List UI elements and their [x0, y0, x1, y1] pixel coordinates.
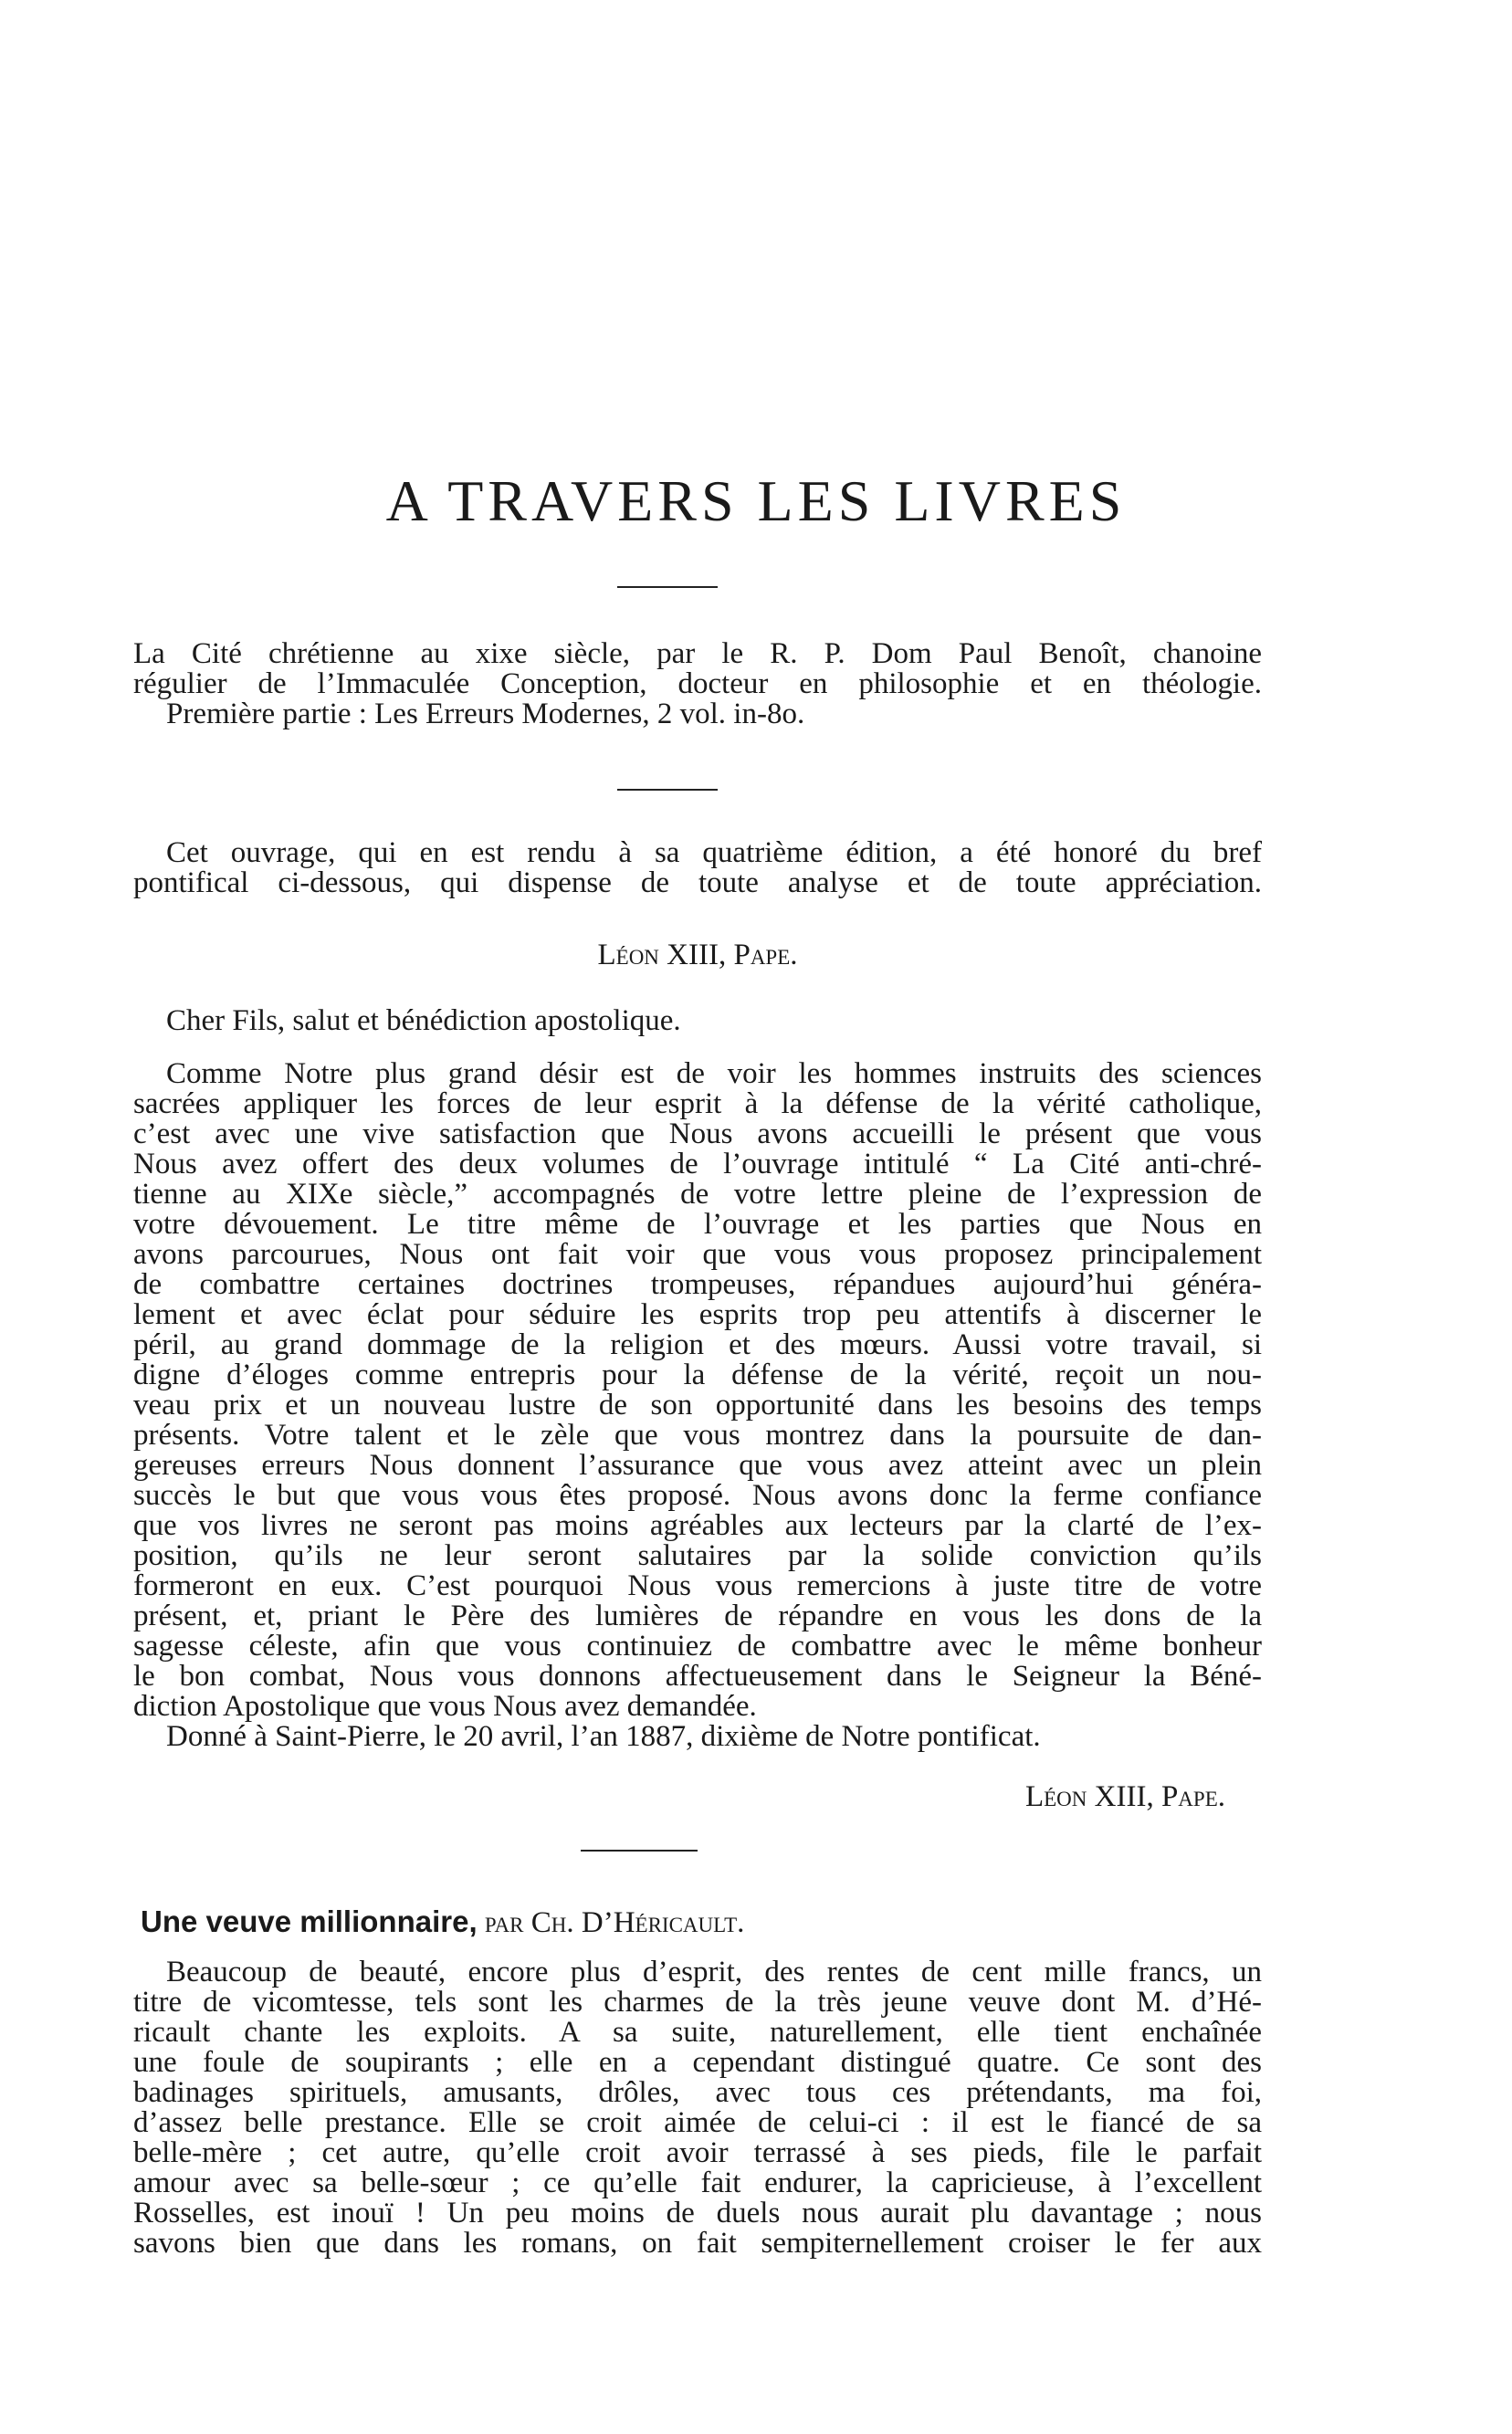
letter-line: succès le but que vous vous êtes proposé. Nous avons donc la ferme confiance	[133, 1479, 1262, 1512]
review1-intro	[133, 838, 1262, 898]
review-line: Rosselles, est inouï ! Un peu moins de duels nous aurait plu davantage ; nous	[133, 2197, 1262, 2229]
letter-line: sacrées appliquer les forces de leur esprit à la défense de la vérité catholique,	[133, 1087, 1262, 1120]
title-rule	[617, 586, 718, 588]
intro-line: Cet ouvrage, qui en est rendu à sa quatrième édition, a été honoré du bref	[166, 836, 1262, 869]
papal-letter	[133, 1059, 1262, 1752]
review-line: savons bien que dans les romans, on fait sempiternellement croiser le fer aux	[133, 2227, 1262, 2260]
review-line: badinages spirituels, amusants, drôles, avec tous ces prétendants, ma foi,	[133, 2076, 1262, 2109]
letter-line: Comme Notre plus grand désir est de voir les hommes instruits des sciences	[166, 1057, 1262, 1090]
letter-line: sagesse céleste, afin que vous continuiez de combattre avec le même bonheur	[133, 1630, 1262, 1663]
heading-line: Première partie : Les Erreurs Modernes, 2 vol. in-8o.	[166, 698, 805, 730]
heading-line: régulier de l’Immaculée Conception, docteur en philosophie et en théologie.	[133, 667, 1262, 700]
letter-line: tienne au XIXe siècle,” accompagnés de votre lettre pleine de l’expression de	[133, 1178, 1262, 1211]
book-author: par Ch. D’Héricault.	[484, 1906, 745, 1939]
intro-line: pontifical ci-dessous, qui dispense de toute analyse et de toute appréciation.	[133, 866, 1262, 899]
heading-line: La Cité chrétienne au xixe siècle, par le R. P. Dom Paul Benoît, chanoine	[133, 637, 1262, 670]
review1-heading	[133, 639, 1262, 729]
signatory-top: Léon XIII, Pape.	[597, 939, 798, 971]
letter-line: de combattre certaines doctrines trompeuses, répandues aujourd’hui généra-	[133, 1268, 1262, 1301]
letter-line: Nous avez offert des deux volumes de l’ouvrage intitulé “ La Cité anti-chré-	[133, 1148, 1262, 1180]
review2-heading	[133, 1906, 1269, 1938]
review-line: titre de vicomtesse, tels sont les charmes de la très jeune veuve dont M. d’Hé-	[133, 1986, 1262, 2019]
letter-line: gereuses erreurs Nous donnent l’assurance que vous avez atteint avec un plein	[133, 1449, 1262, 1482]
letter-dated: Donné à Saint-Pierre, le 20 avril, l’an 1887, dixième de Notre pontificat.	[166, 1720, 1041, 1753]
letter-line: que vos livres ne seront pas moins agréables aux lecteurs par la clarté de l’ex-	[133, 1509, 1262, 1542]
letter-line: formeront en eux. C’est pourquoi Nous vous remercions à juste titre de votre	[133, 1569, 1262, 1602]
review-line: d’assez belle prestance. Elle se croit aimée de celui-ci : il est le fiancé de sa	[133, 2106, 1262, 2139]
letter-line: présents. Votre talent et le zèle que vous montrez dans la poursuite de dan-	[133, 1419, 1262, 1452]
letter-line: veau prix et un nouveau lustre de son opportunité dans les besoins des temps	[133, 1389, 1262, 1422]
section-rule	[581, 1850, 698, 1852]
letter-line: lement et avec éclat pour séduire les esprits trop peu attentifs à discerner le	[133, 1298, 1262, 1331]
review-line: ricault chante les exploits. A sa suite, naturellement, elle tient enchaînée	[133, 2016, 1262, 2049]
signatory-bottom: Léon XIII, Pape.	[1024, 1780, 1225, 1813]
book-title: Une veuve millionnaire,	[141, 1904, 478, 1938]
letter-line: avons parcourues, Nous ont fait voir que vous vous proposez principalement	[133, 1238, 1262, 1271]
letter-line: présent, et, priant le Père des lumières de répandre en vous les dons de la	[133, 1600, 1262, 1632]
letter-line: péril, au grand dommage de la religion et des mœurs. Aussi votre travail, si	[133, 1328, 1262, 1361]
review-line: belle-mère ; cet autre, qu’elle croit avoir terrassé à ses pieds, file le parfait	[133, 2136, 1262, 2169]
letter-line: position, qu’ils ne leur seront salutaires par la solide conviction qu’ils	[133, 1539, 1262, 1572]
section-rule	[617, 789, 718, 791]
letter-line: votre dévouement. Le titre même de l’ouvrage et les parties que Nous en	[133, 1208, 1262, 1241]
letter-line: c’est avec une vive satisfaction que Nous avons accueilli le présent que vous	[133, 1117, 1262, 1150]
page-title: A TRAVERS LES LIVRES	[385, 468, 1127, 533]
salutation: Cher Fils, salut et bénédiction apostolique.	[166, 1004, 681, 1037]
letter-line: le bon combat, Nous vous donnons affectueusement dans le Seigneur la Béné-	[133, 1660, 1262, 1693]
review-line: Beaucoup de beauté, encore plus d’esprit, des rentes de cent mille francs, un	[166, 1956, 1262, 1988]
review-line: amour avec sa belle-sœur ; ce qu’elle fait endurer, la capricieuse, à l’excellent	[133, 2166, 1262, 2199]
review2-body	[133, 1957, 1262, 2259]
letter-line: digne d’éloges comme entrepris pour la défense de la vérité, reçoit un nou-	[133, 1359, 1262, 1391]
letter-line: diction Apostolique que vous Nous avez demandée.	[133, 1690, 757, 1723]
review-line: une foule de soupirants ; elle en a cependant distingué quatre. Ce sont des	[133, 2046, 1262, 2079]
